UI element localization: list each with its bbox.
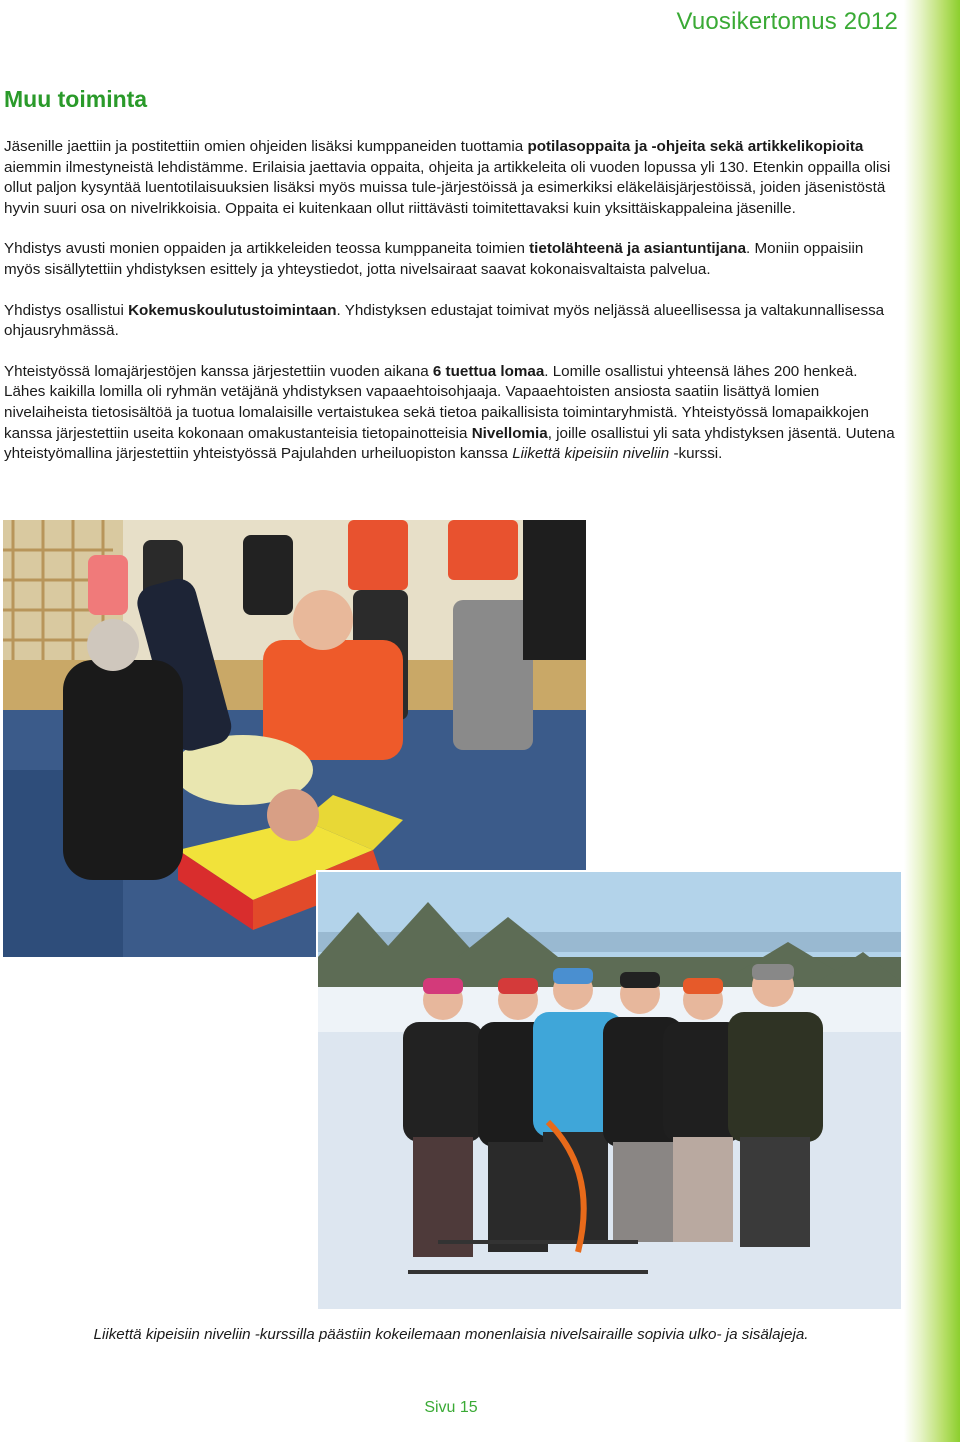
text-run: . Moniin oppaisiin myös sisällytettiin yhdistyksen esittely ja yhteystiedot, jotta nivelsairaat saavat kokonaisvaltaista palvelua.	[4, 240, 864, 278]
text-run: -kurssi.	[669, 445, 723, 463]
paragraph-1	[4, 137, 902, 219]
bold-run: tietolähteenä ja asiantuntijana	[529, 240, 747, 258]
page-number: Sivu 15	[424, 1399, 478, 1416]
bold-run: Nivellomia	[471, 424, 548, 442]
photo-caption: Liikettä kipeisiin niveliin -kurssilla päästiin kokeilemaan monenlaisia nivelsairaille sopivia ulko- ja sisälajeja.	[93, 1326, 809, 1343]
winter-group-photo	[316, 870, 901, 1309]
text-run: Yhteistyössä lomajärjestöjen kanssa järjestettiin vuoden aikana	[4, 362, 433, 380]
decorative-green-strip	[904, 0, 960, 1442]
section-heading: Muu toiminta	[4, 86, 148, 112]
text-run: Yhdistys avusti monien oppaiden ja artikkeleiden teossa kumppaneita toimien	[4, 240, 530, 258]
text-run: . Lomille osallistui yhteensä lähes 200 henkeä. Lähes kaikilla lomilla oli ryhmän vetäjänä yhdistyksen vapaaehtoisohjaaja. Vapaaehtoisten ansiosta saatiin lisättyä lomien nivelaiheista tietosisältöä ja tuotua lomalaisille vertaistukea sekä tietoa paikallisista toimintaryhmistä. Yhteistyössä lomapaikkojen kanssa järjestettiin useita kokonaan omakustanteisia tietopainotteisia	[4, 362, 869, 442]
text-run: , joille osallistui yli sata yhdistyksen jäsentä. Uutena yhteistyömallina järjestettiin yhteistyössä Pajulahden urheiluopiston kanssa	[4, 424, 895, 463]
text-run: Yhdistys osallistui	[4, 301, 129, 319]
bold-run: potilasoppaita ja -ohjeita sekä artikkelikopioita	[527, 138, 864, 155]
bold-run: 6 tuettua lomaa	[432, 362, 545, 380]
paragraph-4	[4, 362, 902, 465]
text-run: aiemmin ilmestyneistä lehdistämme. Erilaisia jaettavia oppaita, ohjeita ja artikkeleita oli vuoden lopussa yli 130. Etenkin oppailla olisi ollut paljon kysyntää luentotilaisuuksien lisäksi myös muissa tule-järjestöissä ja esimerkiksi eläkeläisjärjestöissä, joiden jäsenistöstä hyvin suuri osa on nivelrikkoisia. Oppaita ei kuitenkaan ollut riittävästi toimitettavaksi kuin yksittäiskappaleina jäsenille.	[4, 158, 891, 217]
italic-run: Liikettä kipeisiin niveliin	[512, 445, 670, 463]
paragraph-3	[4, 301, 902, 342]
paragraph-2	[4, 239, 902, 280]
bold-run: Kokemuskoulutustoimintaan	[128, 301, 337, 319]
text-run: . Yhdistyksen edustajat toimivat myös neljässä alueellisessa ja valtakunnallisessa ohjausryhmässä.	[4, 301, 885, 340]
report-title: Vuosikertomus 2012	[676, 8, 898, 35]
text-run: Jäsenille jaettiin ja postitettiin omien ohjeiden lisäksi kumppaneiden tuottamia	[4, 138, 528, 155]
body-text	[4, 137, 902, 485]
